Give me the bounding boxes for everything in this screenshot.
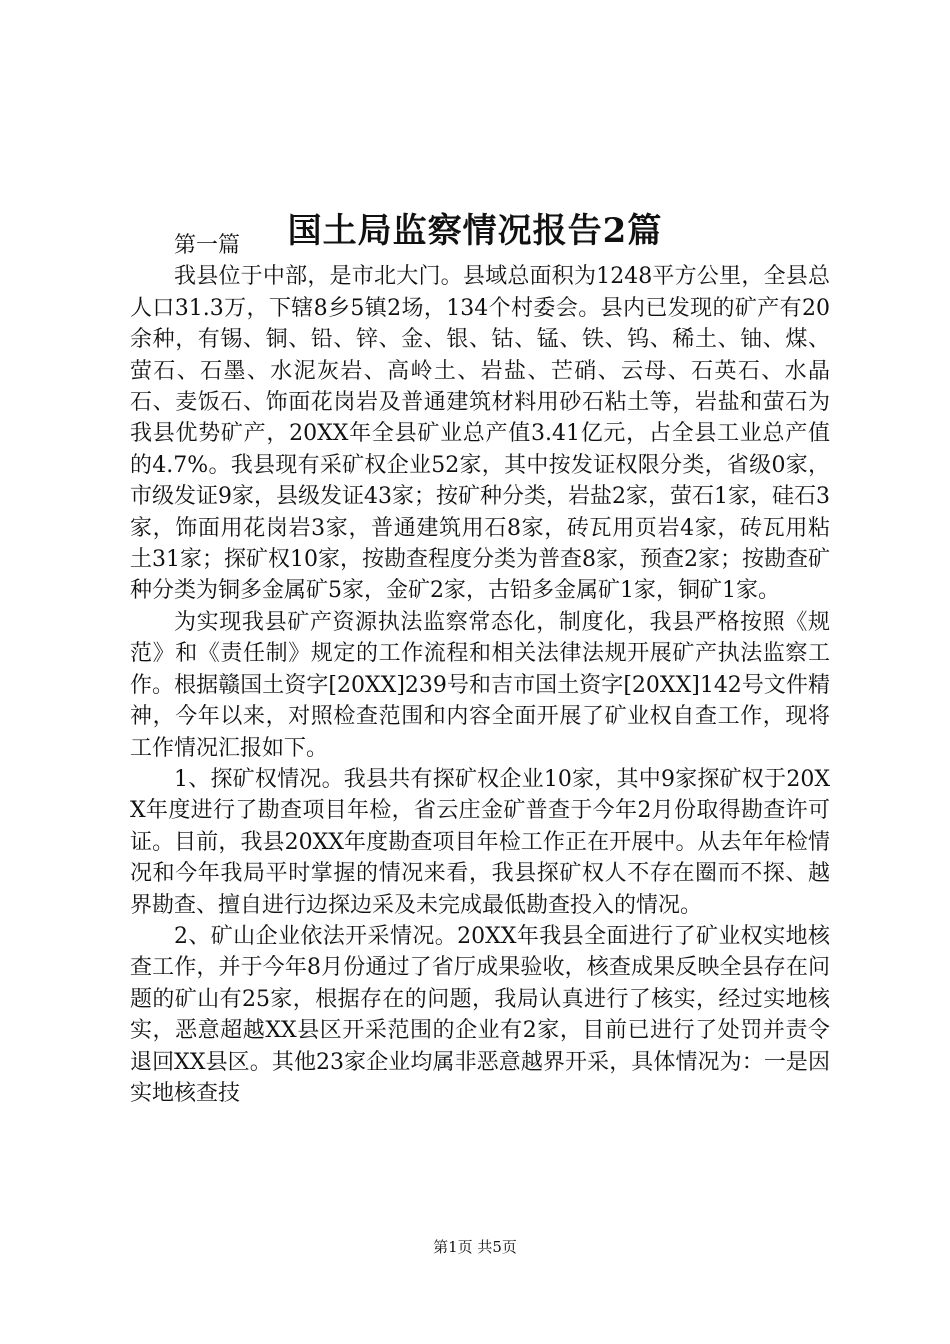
paragraph: 为实现我县矿产资源执法监察常态化，制度化，我县严格按照《规范》和《责任制》规定的工作流程和相关法律法规开展矿产执法监察工作。根据赣国土资字[20XX]239号和吉市国土资字[20XX]142号文件精神，今年以来，对照检查范围和内容全面开展了矿业权自查工作，现将工作情况汇报如下。 [130, 609, 830, 761]
paragraph: 1、探矿权情况。我县共有探矿权企业10家，其中9家探矿权于20XX年度进行了勘查项目年检，省云庄金矿普查于今年2月份取得勘查许可证。目前，我县20XX年度勘查项目年检工作正在开展中。从去年年检情况和今年我局平时掌握的情况来看，我县探矿权人不存在圈而不探、越界勘查、擅自进行边探边采及未完成最低勘查投入的情况。 [130, 766, 830, 918]
document-title: 国土局监察情况报告2篇 [287, 210, 663, 251]
section-heading: 第一篇 [174, 233, 241, 258]
document-body [130, 230, 830, 1109]
paragraph: 2、矿山企业依法开采情况。20XX年我县全面进行了矿业权实地核查工作，并于今年8月份通过了省厅成果验收，核查成果反映全县存在问题的矿山有25家，根据存在的问题，我局认真进行了核实，经过实地核实，恶意超越XX县区开采范围的企业有2家，目前已进行了处罚并责令退回XX县区。其他23家企业均属非恶意越界开采，具体情况为：一是因实地核查技 [130, 923, 830, 1106]
page-footer: 第1页 共5页 [433, 1238, 517, 1256]
paragraph: 我县位于中部，是市北大门。县域总面积为1248平方公里，全县总人口31.3万，下辖8乡5镇2场，134个村委会。县内已发现的矿产有20余种，有锡、铜、铅、锌、金、银、钴、锰、铁、钨、稀土、铀、煤、萤石、石墨、水泥灰岩、高岭土、岩盐、芒硝、云母、石英石、水晶石、麦饭石、饰面花岗岩及普通建筑材料用砂石粘土等，岩盐和萤石为我县优势矿产，20XX年全县矿业总产值3.41亿元，占全县工业总产值的4.7%。我县现有采矿权企业52家，其中按发证权限分类，省级0家，市级发证9家，县级发证43家；按矿种分类，岩盐2家，萤石1家，硅石3家，饰面用花岗岩3家，普通建筑用石8家，砖瓦用页岩4家，砖瓦用粘土31家；探矿权10家，按勘查程度分类为普查8家，预查2家；按勘查矿种分类为铜多金属矿5家，金矿2家，古铅多金属矿1家，铜矿1家。 [130, 264, 830, 604]
